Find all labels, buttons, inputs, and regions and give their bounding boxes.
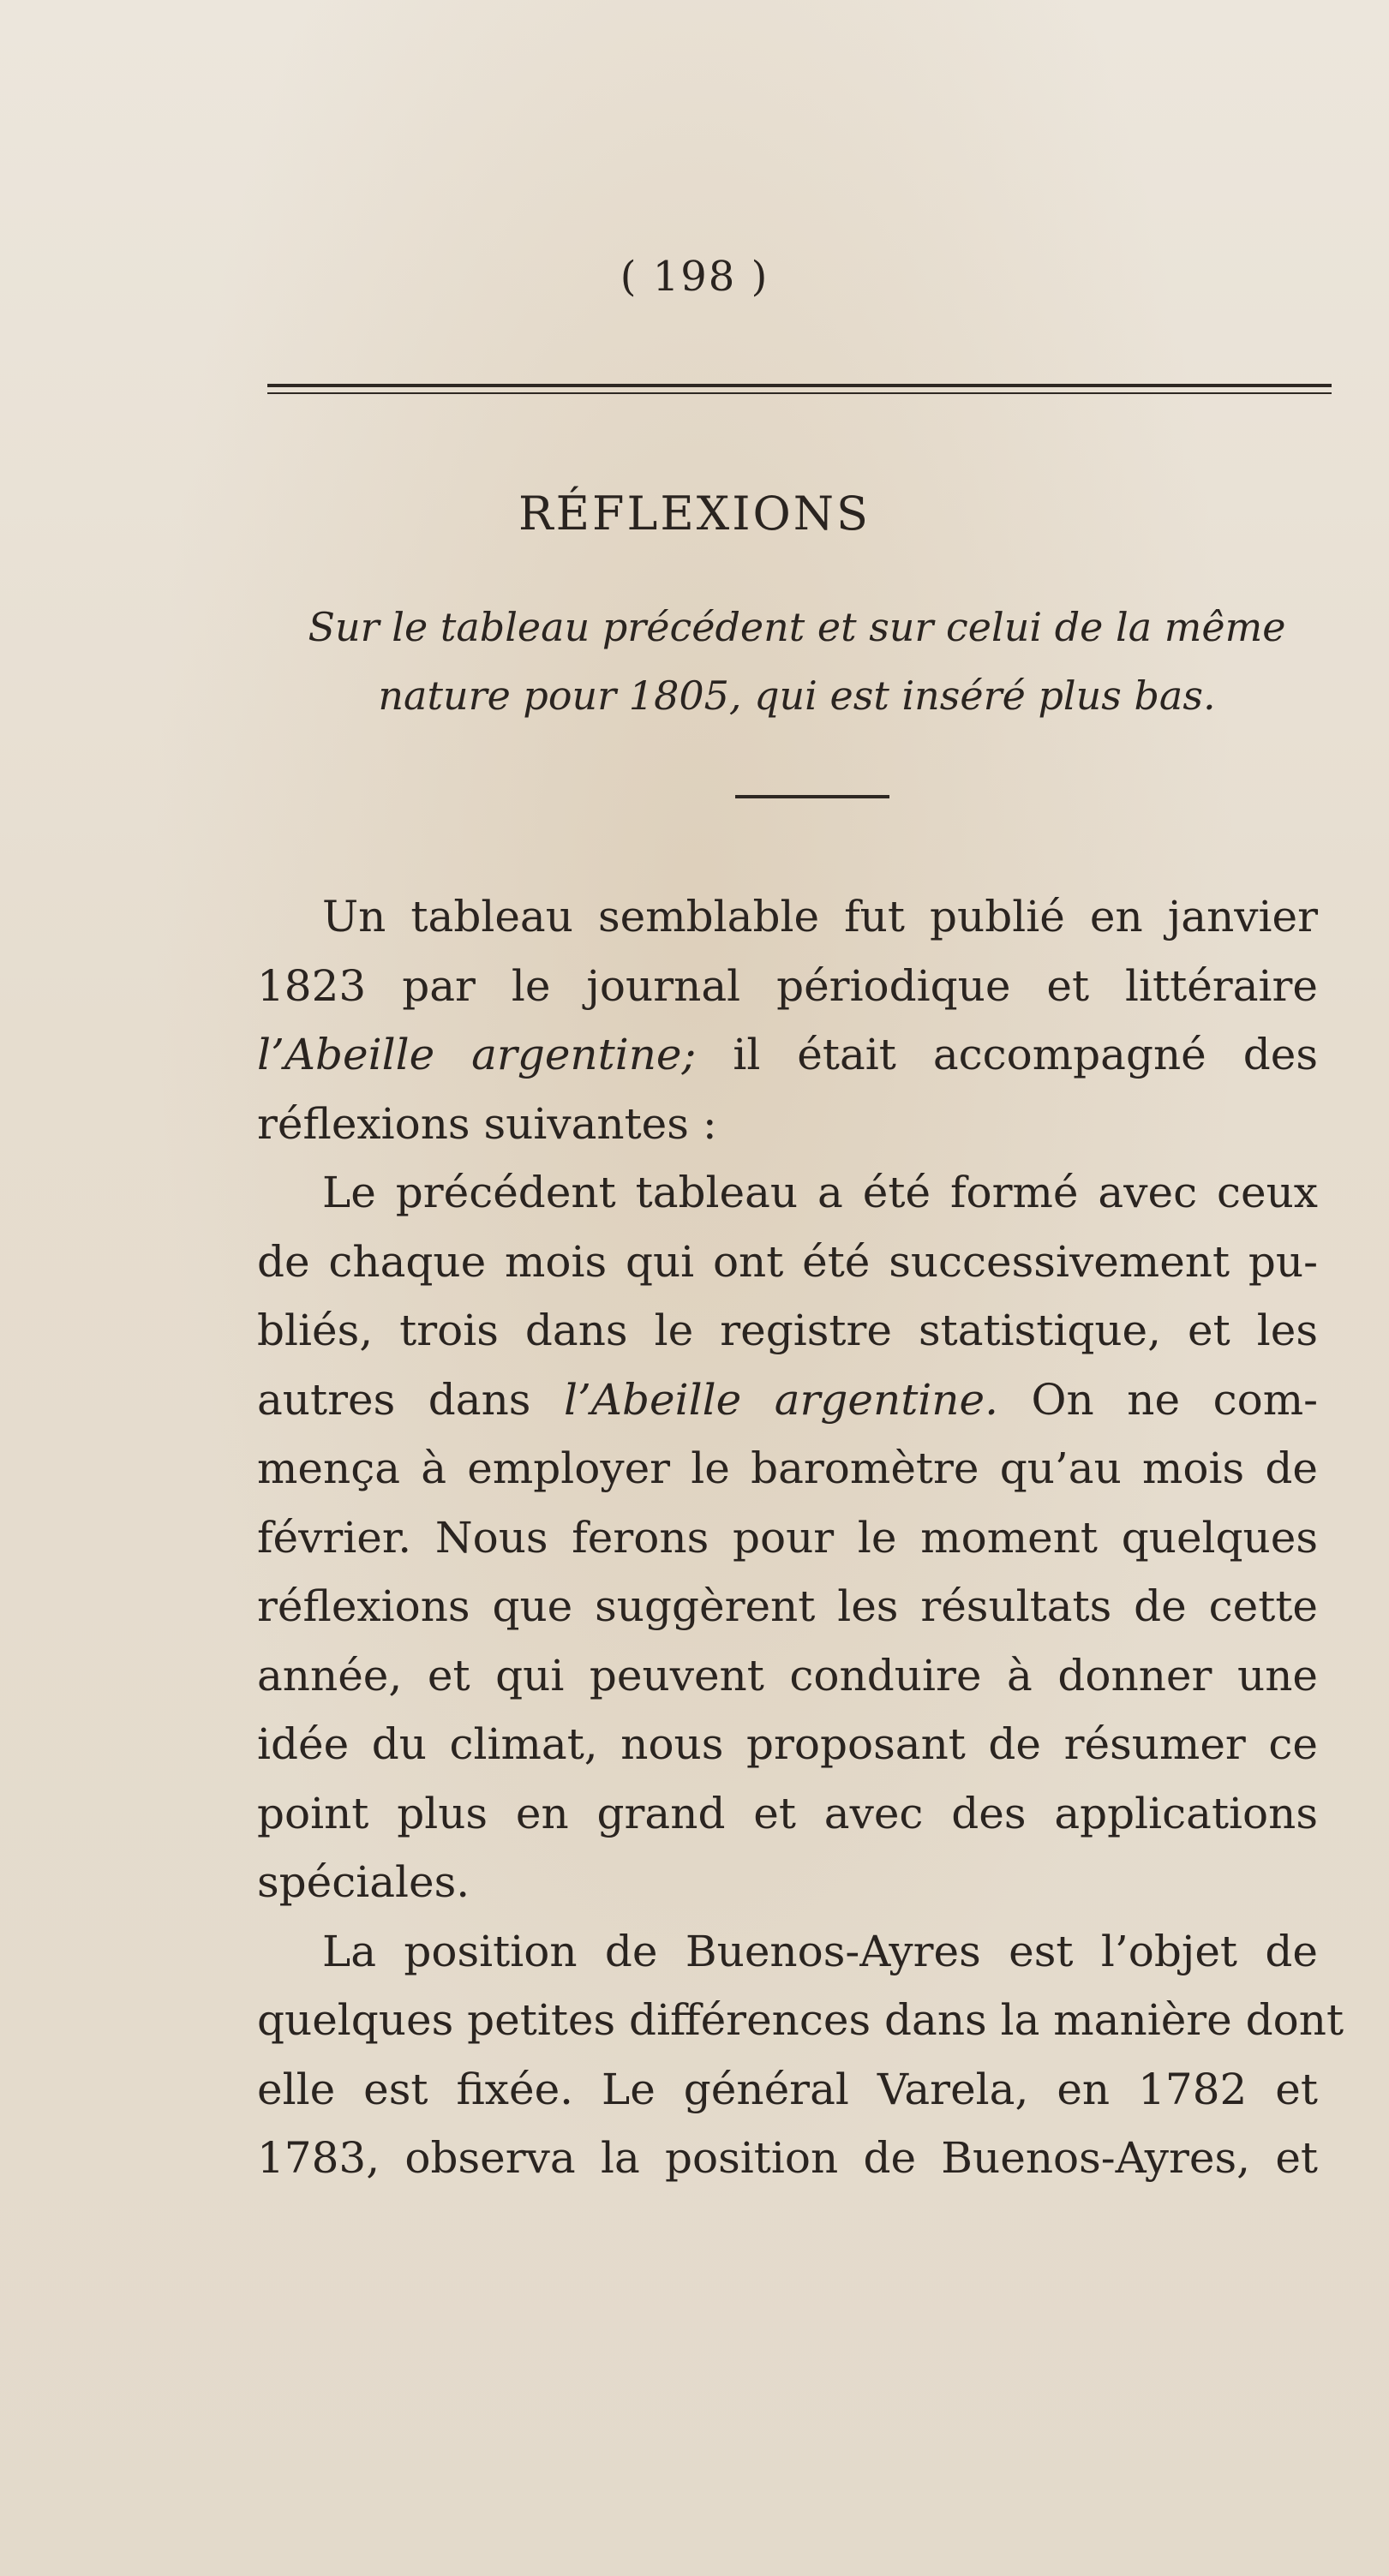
- text-line: [257, 1296, 1318, 1366]
- text-span: elle est fixée. Le général Varela, en 1782 et: [257, 2064, 1318, 2114]
- text-span: quelques petites différences dans la manière dont: [257, 1995, 1344, 2045]
- text-span: de chaque mois qui ont été successivement pu-: [257, 1236, 1318, 1287]
- text-span: mença à employer le baromètre qu’au mois de: [257, 1443, 1318, 1493]
- text-line: [257, 1090, 1318, 1159]
- header-double-rule: [267, 384, 1332, 394]
- text-span: février. Nous ferons pour le moment quelques: [257, 1512, 1318, 1563]
- body-text: [257, 882, 1344, 2193]
- text-line: [257, 1572, 1318, 1641]
- text-span: 1783, observa la position de Buenos-Ayres, et: [257, 2133, 1318, 2183]
- text-line: [257, 1366, 1318, 1435]
- text-line: [257, 2055, 1318, 2125]
- text-span: Un tableau semblable fut publié en janvier: [322, 892, 1318, 941]
- text-line: [257, 1228, 1318, 1297]
- text-line: [257, 1020, 1318, 1090]
- subtitle-line-2: nature pour 1805, qui est inséré plus bas.: [378, 672, 1216, 719]
- text-span: il était accompagné des: [696, 1030, 1318, 1079]
- text-span: La position de Buenos-Ayres est l’objet de: [322, 1926, 1318, 1976]
- text-line: [257, 952, 1318, 1021]
- text-span: spéciales.: [257, 1857, 470, 1907]
- text-line: [257, 1158, 1318, 1228]
- section-divider-rule: [735, 795, 889, 798]
- page-number: ( 198 ): [620, 253, 769, 301]
- text-span: 1823 par le journal périodique et littéraire: [257, 960, 1318, 1011]
- text-line: [257, 1848, 1318, 1917]
- section-subtitle: [257, 593, 1337, 730]
- text-line: [257, 1434, 1318, 1503]
- italic-title: l’Abeille argentine;: [257, 1030, 697, 1079]
- text-span: autres dans: [257, 1374, 565, 1425]
- text-span: bliés, trois dans le registre statistique, et les: [257, 1306, 1318, 1355]
- subtitle-line-1: Sur le tableau précédent et sur celui de la même: [308, 604, 1286, 650]
- text-line: [257, 882, 1318, 952]
- text-span: réflexions que suggèrent les résultats de cette: [257, 1581, 1318, 1631]
- italic-title: l’Abeille argentine.: [564, 1374, 998, 1425]
- text-span: point plus en grand et avec des applications: [257, 1788, 1318, 1838]
- text-line: [257, 2124, 1318, 2193]
- text-line: [257, 1503, 1318, 1573]
- text-line: [257, 1779, 1318, 1849]
- text-span: On ne com-: [998, 1374, 1319, 1425]
- text-span: Le précédent tableau a été formé avec ceux: [322, 1168, 1318, 1217]
- text-line: [257, 1641, 1318, 1711]
- text-line: [257, 1710, 1318, 1779]
- text-span: idée du climat, nous proposant de résumer ce: [257, 1719, 1318, 1769]
- section-title: RÉFLEXIONS: [518, 487, 871, 541]
- text-span: réflexions suivantes :: [257, 1098, 717, 1149]
- text-line: [257, 1986, 1344, 2055]
- text-span: année, et qui peuvent conduire à donner une: [257, 1650, 1318, 1700]
- text-line: [257, 1917, 1318, 1987]
